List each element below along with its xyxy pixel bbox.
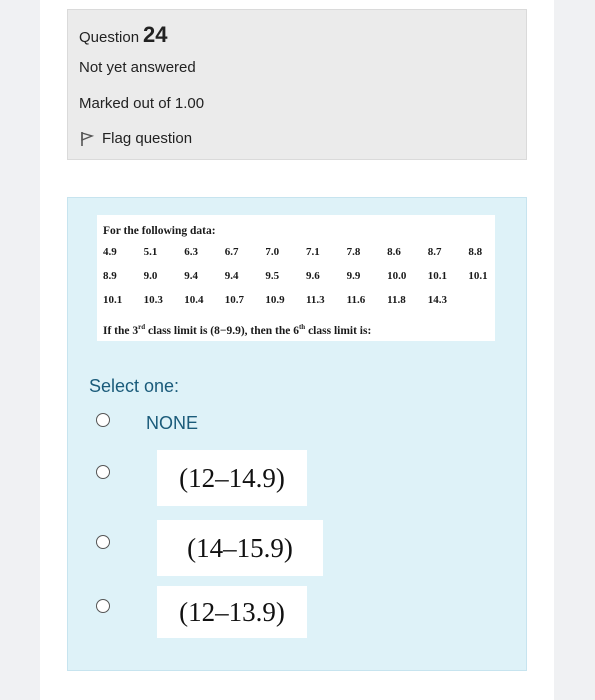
data-value: 9.5 (265, 270, 280, 282)
radio-button-none[interactable] (96, 413, 110, 427)
data-value: 10.3 (143, 294, 163, 306)
data-row-1 (103, 246, 509, 258)
data-value: 14.3 (427, 294, 447, 306)
data-value: 8.8 (468, 246, 483, 258)
data-value: 10.0 (387, 270, 407, 282)
ask-suffix: class limit is: (305, 324, 372, 337)
data-value: 6.3 (184, 246, 198, 258)
data-value: 9.4 (224, 270, 239, 282)
data-value: 9.0 (143, 270, 158, 282)
answer-option-none[interactable] (96, 413, 110, 427)
flag-icon (79, 131, 95, 147)
question-number-value: 24 (143, 22, 168, 47)
data-value: 10.1 (103, 294, 123, 306)
ask-prefix: If the 3 (103, 324, 139, 337)
answer-label-1[interactable]: (12–14.9) (157, 450, 307, 506)
ask-superscript-rd: rd (138, 323, 146, 331)
radio-button-3[interactable] (96, 599, 110, 613)
data-value: 10.7 (224, 294, 245, 306)
quiz-page (40, 0, 554, 700)
answer-option-1[interactable] (96, 465, 110, 479)
question-info-panel (67, 9, 527, 160)
question-ask (103, 323, 371, 337)
answer-label-2[interactable]: (14–15.9) (157, 520, 323, 576)
answer-label-3[interactable]: (12–13.9) (157, 586, 307, 638)
answer-label-none[interactable]: NONE (146, 413, 199, 433)
answer-option-2[interactable] (96, 535, 110, 549)
data-value: 4.9 (103, 246, 117, 258)
data-value: 6.7 (224, 246, 239, 258)
ask-middle: class limit is (8−9.9), then the 6 (145, 324, 299, 337)
question-state: Not yet answered (79, 59, 196, 76)
select-one-prompt: Select one: (89, 376, 180, 396)
question-number (79, 22, 168, 48)
data-value: 10.1 (427, 270, 447, 282)
data-value: 9.4 (184, 270, 198, 282)
data-value: 9.9 (346, 270, 361, 282)
data-value: 7.1 (305, 246, 320, 258)
data-value: 10.4 (184, 294, 204, 306)
data-row-3 (103, 294, 468, 306)
data-value: 7.8 (346, 246, 361, 258)
ask-superscript-th: th (298, 323, 306, 331)
question-intro: For the following data: (103, 225, 216, 237)
question-grade: Marked out of 1.00 (79, 95, 205, 112)
data-value: 9.6 (305, 270, 320, 282)
data-value: 8.6 (387, 246, 401, 258)
question-text-image (97, 215, 495, 341)
data-value: 11.3 (305, 294, 325, 306)
data-value: 5.1 (143, 246, 158, 258)
data-value: 11.8 (387, 294, 406, 306)
data-value: 11.6 (346, 294, 366, 306)
radio-button-1[interactable] (96, 465, 110, 479)
data-value: 10.9 (265, 294, 285, 306)
data-value: 7.0 (265, 246, 280, 258)
data-value: 10.1 (468, 270, 488, 282)
radio-button-2[interactable] (96, 535, 110, 549)
data-value: 8.9 (103, 270, 117, 282)
answer-option-3[interactable] (96, 599, 110, 613)
data-row-2 (103, 270, 509, 282)
data-value: 8.7 (427, 246, 442, 258)
question-formulation (67, 197, 527, 671)
question-label: Question (79, 29, 140, 46)
flag-question-link[interactable] (79, 130, 192, 147)
flag-question-label: Flag question (102, 130, 193, 147)
